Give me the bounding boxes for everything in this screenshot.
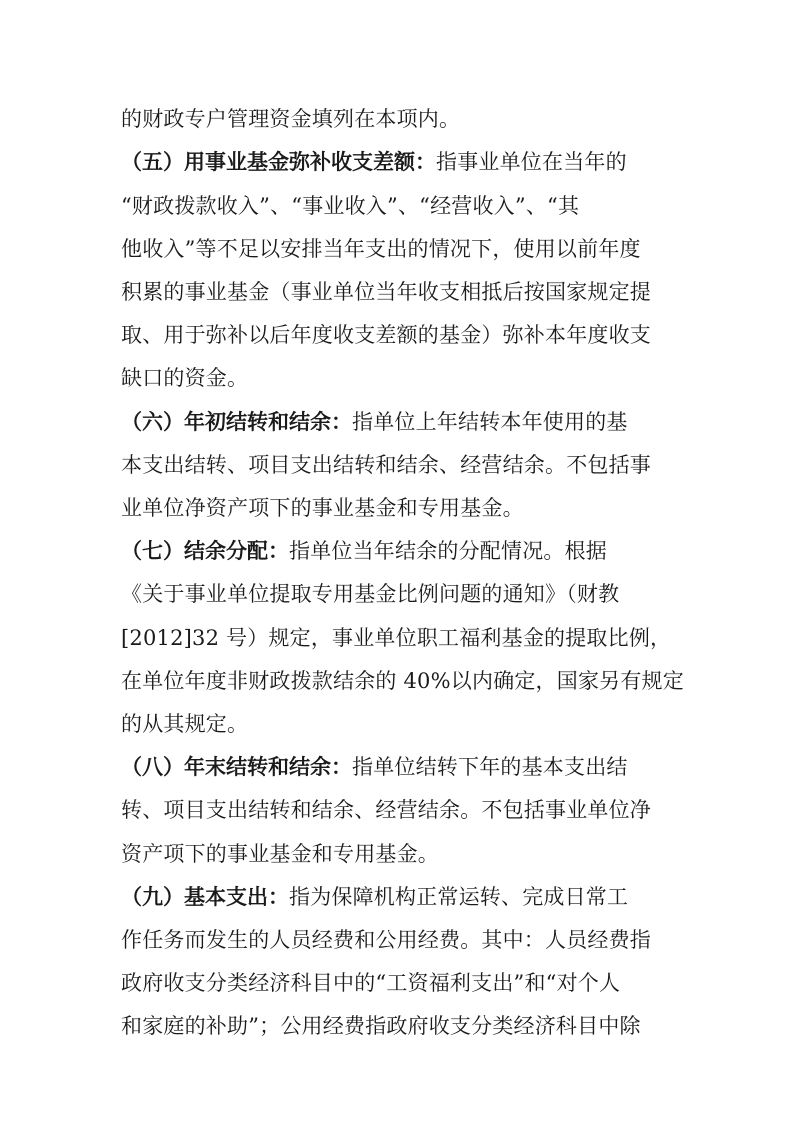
line-text: 指单位上年结转本年使用的基 (352, 410, 628, 434)
line-text: 业单位净资产项下的事业基金和专用基金。 (121, 496, 524, 520)
line-text: [2012]32 号）规定，事业单位职工福利基金的提取比例， (121, 626, 672, 650)
text-line (0, 704, 793, 744)
paragraph-7-start (0, 531, 793, 571)
paragraph-9-start (0, 877, 793, 917)
section-heading-6: （六）年初结转和结余： (121, 410, 352, 434)
text-line (0, 963, 793, 1003)
text-line (0, 99, 793, 139)
text-line (0, 488, 793, 528)
line-text: 缺口的资金。 (121, 366, 249, 390)
line-text: 积累的事业基金（事业单位当年收支相抵后按国家规定提 (121, 280, 651, 304)
section-heading-7: （七）结余分配： (121, 539, 289, 563)
line-text: 的财政专户管理资金填列在本项内。 (121, 107, 461, 131)
line-text: “财政拨款收入”、“事业收入”、“经营收入”、“其 (121, 194, 580, 218)
line-text: 他收入”等不足以安排当年支出的情况下，使用以前年度 (121, 237, 641, 261)
section-heading-8: （八）年末结转和结余： (121, 755, 352, 779)
text-line (0, 186, 793, 226)
text-line (0, 315, 793, 355)
text-line (0, 661, 793, 701)
text-line (0, 834, 793, 874)
line-text: 《关于事业单位提取专用基金比例问题的通知》（财教 (121, 582, 620, 606)
paragraph-6-start (0, 402, 793, 442)
text-line (0, 358, 793, 398)
line-text: 转、项目支出结转和结余、经营结余。不包括事业单位净 (121, 798, 651, 822)
section-heading-5: （五）用事业基金弥补收支差额： (121, 150, 436, 174)
line-text: 政府收支分类经济科目中的“工资福利支出”和“对个人 (121, 971, 621, 995)
line-text: 指事业单位在当年的 (436, 150, 627, 174)
paragraph-5-start (0, 142, 793, 182)
text-line (0, 920, 793, 960)
line-text: 和家庭的补助”；公用经费指政府收支分类经济科目中除 (121, 1014, 641, 1038)
line-text: 指单位结转下年的基本支出结 (352, 755, 628, 779)
line-text: 指单位当年结余的分配情况。根据 (289, 539, 607, 563)
line-text: 资产项下的事业基金和专用基金。 (121, 842, 439, 866)
text-line (0, 1006, 793, 1046)
paragraph-8-start (0, 747, 793, 787)
line-text: 作任务而发生的人员经费和公用经费。其中：人员经费指 (121, 928, 651, 952)
line-text: 取、用于弥补以后年度收支差额的基金）弥补本年度收支 (121, 323, 651, 347)
text-line (0, 272, 793, 312)
line-text: 指为保障机构正常运转、完成日常工 (289, 885, 629, 909)
line-text: 本支出结转、项目支出结转和结余、经营结余。不包括事 (121, 453, 651, 477)
text-line (0, 790, 793, 830)
section-heading-9: （九）基本支出： (121, 885, 289, 909)
text-line (0, 574, 793, 614)
line-text: 的从其规定。 (121, 712, 249, 736)
line-text: 在单位年度非财政拨款结余的 40%以内确定，国家另有规定 (121, 669, 684, 693)
text-line (0, 445, 793, 485)
text-line (0, 618, 793, 658)
text-line (0, 229, 793, 269)
